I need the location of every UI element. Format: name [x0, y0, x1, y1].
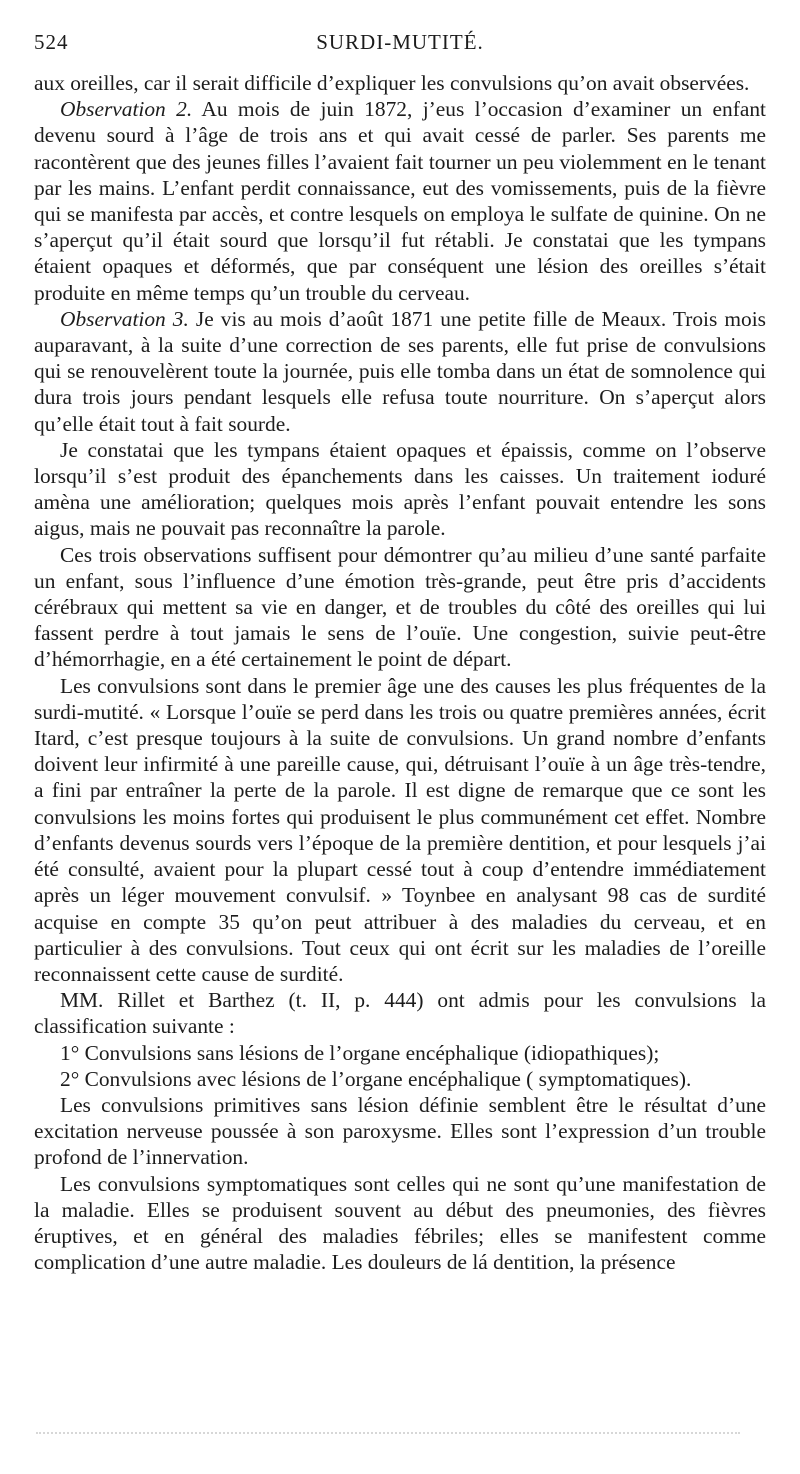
paragraph-text: 2° Convulsions avec lésions de l’organe encéphalique ( symptomatiques).: [60, 1066, 692, 1091]
body-text: [34, 70, 766, 1275]
paragraph-continuation: [34, 70, 766, 96]
paragraph: [34, 1171, 766, 1276]
paragraph-text: 1° Convulsions sans lésions de l’organe encéphalique (idiopathiques);: [60, 1040, 660, 1065]
paragraph-text: Les convulsions primitives sans lésion définie semblent être le résultat d’une excitation nerveuse poussée à son paroxysme. Elles sont l’expression d’un trouble profond de l’innervation.: [34, 1092, 766, 1170]
paragraph-text: Je constatai que les tympans étaient opaques et épaissis, comme on l’observe lorsqu’il s’est produit des épanchements dans les caisses. Un traitement ioduré amèna une amélioration; quelques mois après l’enfant pouvait entendre les sons aigus, mais ne pouvait pas reconnaître la parole.: [34, 437, 766, 541]
paragraph-text: Au mois de juin 1872, j’eus l’occasion d’examiner un enfant devenu sourd à l’âge de trois ans et qui avait cessé de parler. Ses parents me racontèrent que des jeunes filles l’avaient fait tourner un peu violemment en le tenant par les mains. L’enfant perdit connaissance, eut des vomissements, puis de la fièvre qui se manifesta par accès, et contre lesquels on employa le sulfate de quinine. On ne s’aperçut qu’il était sourd que lorsqu’il fut rétabli. Je constatai que les tympans étaient opaques et déformés, que par conséquent une lésion des oreilles s’était produite en même temps qu’un trouble du cerveau.: [34, 97, 766, 305]
paragraph-text: Ces trois observations suffisent pour démontrer qu’au milieu d’une santé parfaite un enfant, sous l’influence d’une émotion très-grande, peut être pris d’accidents cérébraux qui mettent sa vie en danger, et de troubles du côté des oreilles qui lui fassent perdre à tout jamais le sens de l’ouïe. Une congestion, suivie peut-être d’hémorrhagie, en a été certainement le point de départ.: [34, 542, 766, 672]
page-number: 524: [34, 30, 69, 54]
footer-scan-artifact: [36, 1432, 740, 1442]
paragraph-text: Les convulsions symptomatiques sont celles qui ne sont qu’une manifestation de la maladie. Elles se produisent souvent au début des pneumonies, des fièvres éruptives, et en général des maladies fébriles; elles se manifestent comme complication d’une autre maladie. Les douleurs de lá dentition, la présence: [34, 1171, 766, 1275]
classification-item-1: [34, 1040, 766, 1066]
paragraph-text: Les convulsions sont dans le premier âge une des causes les plus fréquentes de la surdi-mutité. « Lorsque l’ouïe se perd dans les trois ou quatre premières années, écrit Itard, c’est presque toujours à la suite de convulsions. Un grand nombre d’enfants doivent leur infirmité à une pareille cause, qui, détruisant l’ouïe à un âge très-tendre, a fini par entraîner la perte de la parole. Il est digne de remarque que ce sont les convulsions les moins fortes qui produisent le plus communément cet effet. Nombre d’enfants devenus sourds vers l’époque de la première dentition, et pour lesquels j’ai été consulté, avaient pour la plupart cessé tout à coup d’entendre immédiatement après un léger mouvement convulsif. » Toynbee en analysant 98 cas de surdité acquise en compte 35 qu’on peut attribuer à des maladies du cerveau, et en particulier à des convulsions. Tout ceux qui ont écrit sur les maladies de l’oreille reconnaissent cette cause de surdité.: [34, 673, 766, 986]
classification-item-2: [34, 1066, 766, 1092]
paragraph-observation-3: [34, 306, 766, 437]
paragraph-text: MM. Rillet et Barthez (t. II, p. 444) ont admis pour les convulsions la classification suivante :: [34, 988, 766, 1039]
page-header: [34, 30, 766, 60]
paragraph: [34, 987, 766, 1039]
paragraph: [34, 542, 766, 673]
running-title: SURDI-MUTITÉ.: [316, 30, 484, 54]
paragraph-observation-2: [34, 96, 766, 306]
paragraph-text: aux oreilles, car il serait difficile d’expliquer les convulsions qu’on avait observées.: [34, 71, 750, 95]
observation-heading: Observation 2.: [60, 97, 193, 122]
observation-heading: Observation 3.: [60, 306, 189, 331]
paragraph: [34, 437, 766, 542]
paragraph-text: Je vis au mois d’août 1871 une petite fille de Meaux. Trois mois auparavant, à la suite d’une correction de ses parents, elle fut prise de convulsions qui se renouvelèrent toute la journée, puis elle tomba dans un état de somnolence qui dura trois jours pendant lesquels elle refusa toute nourriture. On s’aperçut alors qu’elle était tout à fait sourde.: [34, 306, 766, 436]
paragraph: [34, 673, 766, 987]
paragraph: [34, 1092, 766, 1171]
